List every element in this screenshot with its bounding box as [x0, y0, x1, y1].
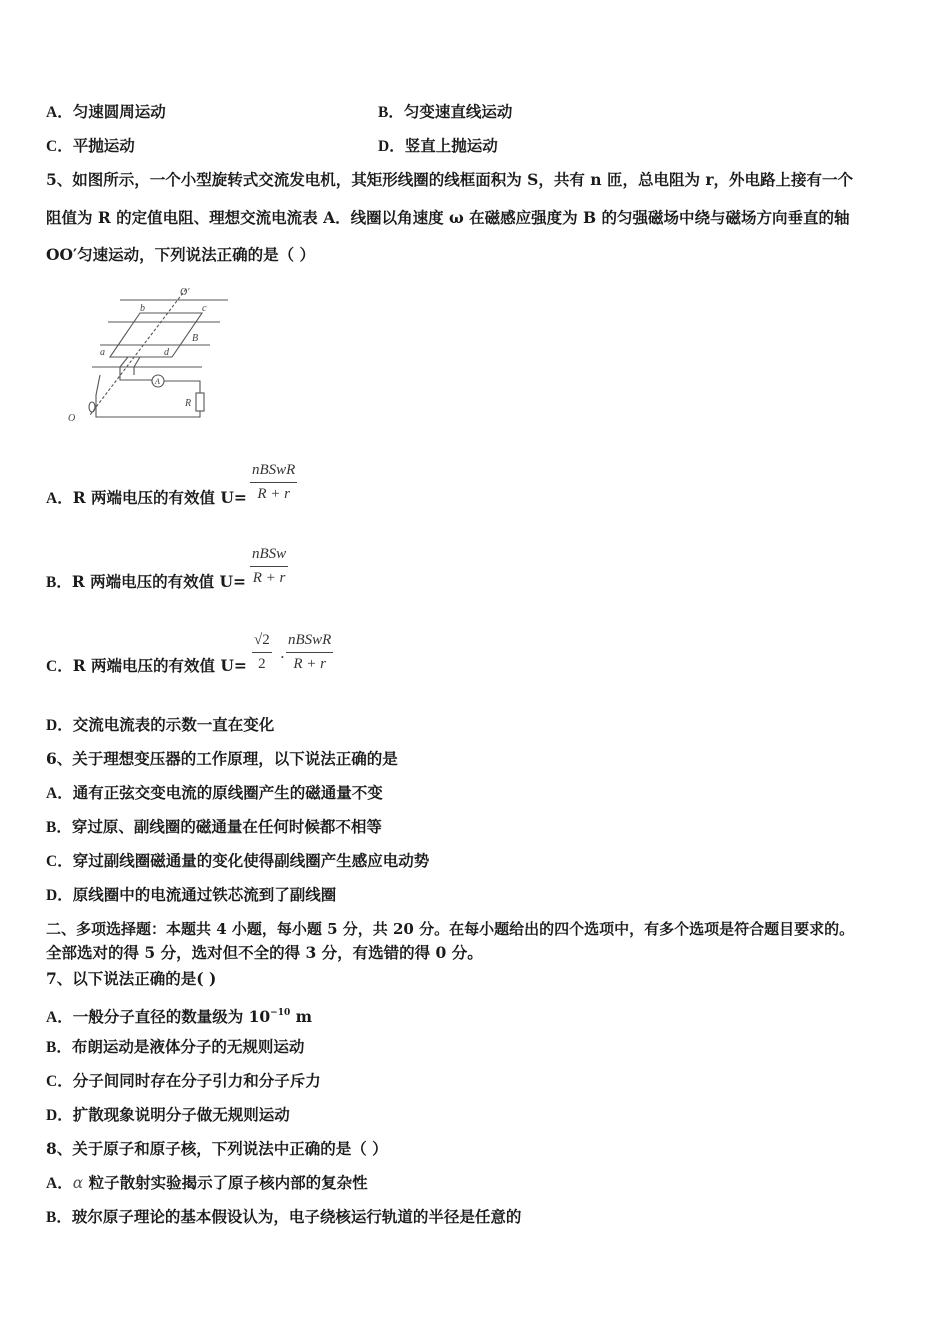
q7-option-b: [46, 1037, 304, 1058]
q7-option-c: [46, 1071, 321, 1092]
option-text: 粒子散射实验揭示了原子核内部的复杂性: [88, 1173, 368, 1192]
lead-wire: [134, 357, 140, 375]
fraction-denominator: R + r: [257, 486, 290, 502]
q8-option-b: [46, 1207, 521, 1228]
q4-option-b: [378, 102, 512, 123]
option-label: D．: [46, 717, 73, 734]
label-o-prime: O′: [180, 287, 190, 298]
q5-stem-line3: OO′匀速运动，下列说法正确的是（ ）: [46, 245, 315, 264]
option-label: B．: [46, 574, 72, 591]
q6-option-c: [46, 851, 429, 872]
option-text: 分子间同时存在分子引力和分子斥力: [72, 1071, 321, 1090]
option-label: C．: [46, 1073, 73, 1090]
option-label: A．: [46, 490, 73, 507]
fraction-denominator: R + r: [293, 656, 326, 672]
q4-option-c: [46, 136, 135, 157]
option-label: B．: [46, 1209, 72, 1226]
option-text: 通有正弦交变电流的原线圈产生的磁通量不变: [72, 783, 383, 802]
option-label: D．: [378, 138, 405, 155]
label-o: O: [68, 413, 76, 424]
q6-option-a: [46, 783, 383, 804]
option-text: 平抛运动: [72, 136, 135, 155]
label-c: c: [202, 303, 207, 314]
option-label: D．: [46, 887, 73, 904]
fraction-numerator: nBSw: [252, 546, 287, 562]
option-label: C．: [46, 853, 73, 870]
q5-option-a-fraction: [250, 462, 297, 503]
q7-stem: 7、以下说法正确的是( ): [46, 969, 217, 988]
q5-option-c: [46, 656, 247, 677]
option-text: 一般分子直径的数量级为 10: [72, 1007, 271, 1026]
label-b: b: [140, 303, 145, 314]
fraction-numerator: nBSwR: [252, 462, 296, 478]
generator-figure: [60, 275, 240, 430]
option-label: B．: [378, 104, 404, 121]
q5-option-c-coefficient: [252, 632, 272, 673]
option-text: 扩散现象说明分子做无规则运动: [72, 1105, 290, 1124]
option-text: 穿过原、副线圈的磁通量在任何时候都不相等: [71, 817, 382, 836]
q8-option-a: [46, 1173, 368, 1194]
option-text: 匀变速直线运动: [403, 102, 513, 121]
q7-option-a: [46, 1003, 312, 1028]
q8-stem: 8、关于原子和原子核，下列说法中正确的是（ ）: [46, 1139, 388, 1158]
q5-option-b-fraction: [250, 546, 288, 587]
q5-option-d: [46, 715, 274, 736]
coefficient-denominator: 2: [258, 656, 266, 672]
lead-wire: [120, 357, 150, 380]
section2-intro-line2: 全部选对的得 5 分，选对但不全的得 3 分，有选错的得 0 分。: [46, 943, 483, 962]
q6-stem: 6、关于理想变压器的工作原理，以下说法正确的是: [46, 749, 398, 768]
option-label: A．: [46, 104, 73, 121]
label-field-b: B: [192, 333, 199, 344]
label-a: a: [100, 347, 105, 358]
q5-option-c-fraction: [286, 632, 333, 673]
label-ammeter: A: [155, 377, 160, 386]
unit: m: [290, 1007, 313, 1026]
option-text: R 两端电压的有效值 U=: [71, 572, 247, 591]
fraction-denominator: R + r: [252, 570, 286, 586]
option-text: 玻尔原子理论的基本假设认为，电子绕核运行轨道的半径是任意的: [71, 1207, 522, 1226]
q5-stem-line1: 5、如图所示，一个小型旋转式交流发电机，其矩形线圈的线框面积为 S，共有 n 匝，总电阻为 r，外电路上接有一个: [46, 170, 854, 189]
option-text: R 两端电压的有效值 U=: [72, 656, 247, 675]
option-label: A．: [46, 1009, 73, 1026]
q7-option-d: [46, 1105, 290, 1126]
coil: [110, 313, 202, 357]
option-label: A．: [46, 1175, 73, 1192]
option-text: 原线圈中的电流通过铁芯流到了副线圈: [72, 885, 337, 904]
resistor-symbol: [196, 393, 204, 411]
option-text: 竖直上抛运动: [404, 136, 498, 155]
q6-option-d: [46, 885, 336, 906]
label-r: R: [185, 398, 192, 409]
q5-stem-line2: 阻值为 R 的定值电阻、理想交流电流表 A．线圈以角速度 ω 在磁感应强度为 B 的匀强磁场中绕与磁场方向垂直的轴: [46, 208, 850, 227]
option-text: 穿过副线圈磁通量的变化使得副线圈产生感应电动势: [72, 851, 430, 870]
coefficient-numerator: √2: [254, 632, 270, 648]
option-label: B．: [46, 819, 72, 836]
option-text: R 两端电压的有效值 U=: [72, 488, 247, 507]
label-d: d: [164, 347, 169, 358]
option-text: 交流电流表的示数一直在变化: [72, 715, 275, 734]
option-label: A．: [46, 785, 73, 802]
q6-option-b: [46, 817, 382, 838]
multiply-dot: ·: [280, 648, 285, 666]
option-label: C．: [46, 658, 73, 675]
q5-option-b: [46, 572, 246, 593]
q4-option-a: [46, 102, 166, 123]
q4-option-d: [378, 136, 498, 157]
circuit-wire: [164, 381, 200, 393]
option-label: C．: [46, 138, 73, 155]
option-label: B．: [46, 1039, 72, 1056]
section2-intro-line1: 二、多项选择题：本题共 4 小题，每小题 5 分，共 20 分。在每小题给出的四个选项中，有多个选项是符合题目要求的。: [46, 920, 855, 938]
alpha-symbol: α: [72, 1174, 84, 1192]
option-text: 匀速圆周运动: [72, 102, 166, 121]
option-text: 布朗运动是液体分子的无规则运动: [71, 1037, 305, 1056]
fraction-numerator: nBSwR: [288, 632, 332, 648]
q5-option-a: [46, 488, 247, 509]
exponent: −10: [270, 1008, 291, 1018]
option-label: D．: [46, 1107, 73, 1124]
